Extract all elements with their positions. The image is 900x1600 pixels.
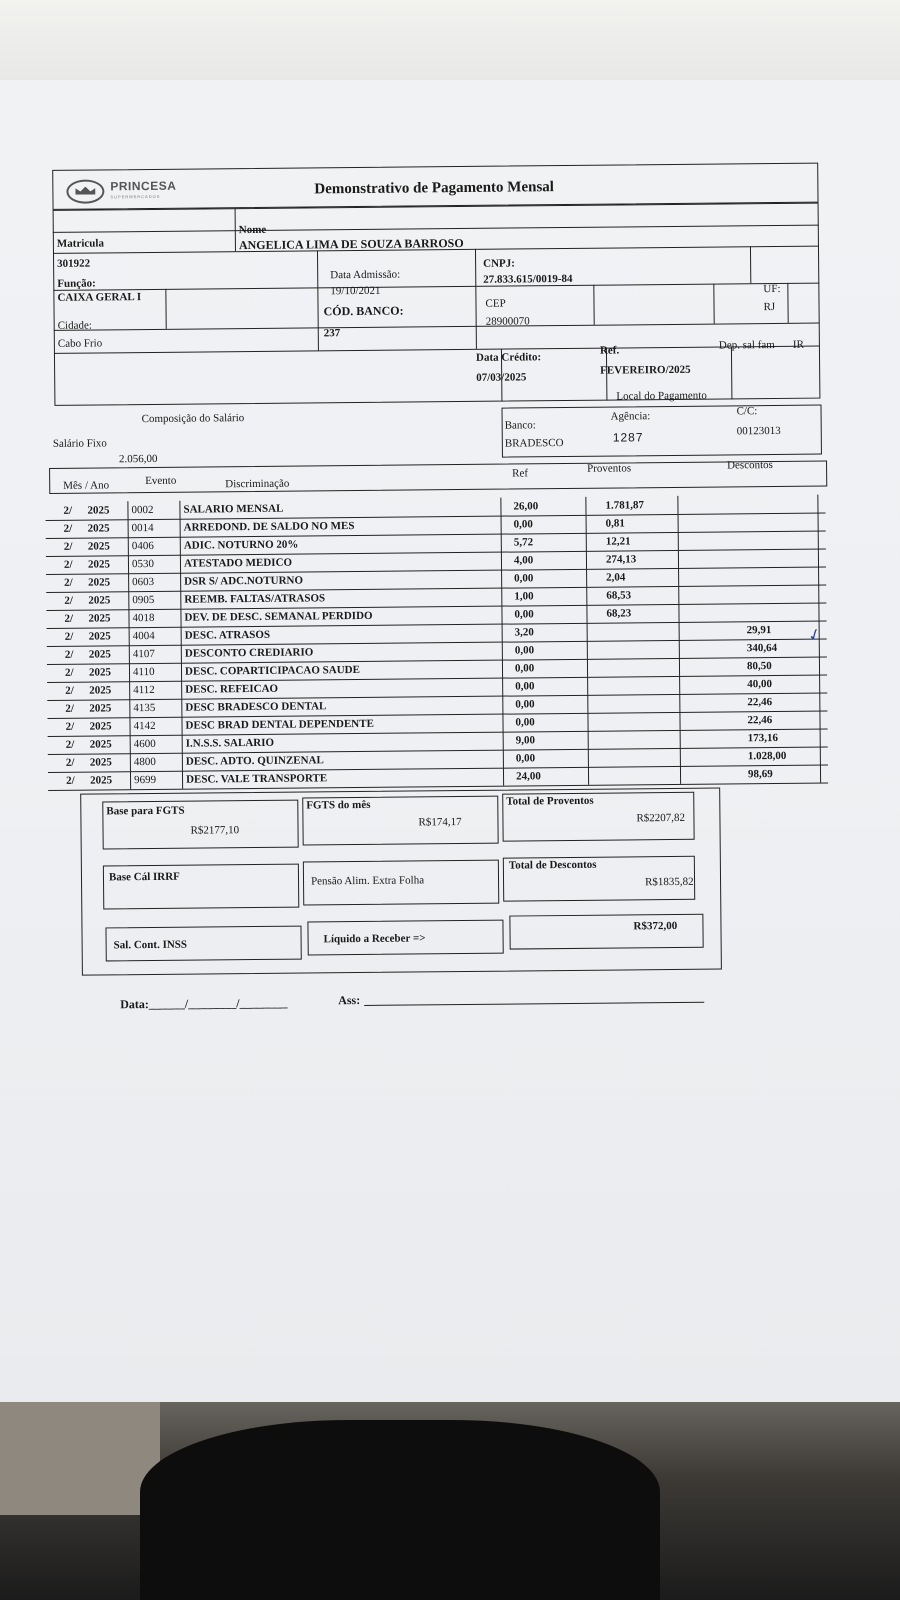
column-divider — [181, 681, 182, 699]
month: 2/ — [65, 702, 74, 715]
column-divider — [503, 750, 504, 768]
column-divider — [503, 732, 504, 750]
year: 2025 — [89, 738, 112, 751]
nome-value: ANGELICA LIMA DE SOUZA BARROSO — [238, 235, 464, 253]
cep-label: CEP — [485, 297, 506, 310]
col-proventos: Proventos — [587, 462, 632, 475]
column-divider — [502, 624, 503, 642]
column-divider — [181, 699, 182, 717]
column-divider — [586, 551, 587, 569]
ref-value: 24,00 — [515, 770, 541, 783]
column-divider — [678, 514, 679, 532]
ir-label: IR — [792, 338, 804, 351]
column-divider — [679, 694, 680, 712]
column-divider — [586, 533, 587, 551]
column-divider — [502, 696, 503, 714]
event-code: 4107 — [132, 647, 155, 661]
col-ref: Ref — [512, 467, 529, 480]
cod-banco-value: 237 — [323, 327, 341, 340]
column-divider — [129, 681, 130, 699]
column-divider — [586, 515, 587, 533]
column-divider — [179, 501, 180, 519]
description: DESC. VALE TRANSPORTE — [185, 772, 328, 786]
checkmark-icon: ✓ — [805, 625, 825, 646]
total-descontos-value: R$1835,82 — [644, 875, 694, 889]
event-code: 4142 — [133, 719, 156, 733]
admissao-label: Data Admissão: — [330, 268, 401, 282]
fgts-mes-value: R$174,17 — [418, 816, 462, 829]
liquido-value: R$372,00 — [633, 919, 678, 933]
column-divider — [500, 498, 501, 516]
company-name: PRINCESA — [110, 178, 177, 194]
cnpj-value: 27.833.615/0019-84 — [483, 272, 573, 286]
description: DSR S/ ADC.NOTURNO — [184, 574, 304, 588]
ref-value: 4,00 — [513, 554, 534, 567]
column-divider — [181, 627, 182, 645]
agencia-value: 1287 — [612, 430, 644, 445]
credito-label: Data Crédito: — [475, 351, 542, 364]
column-divider — [679, 640, 680, 658]
column-divider — [678, 532, 679, 550]
ref-value: 0,00 — [514, 572, 534, 585]
background-object — [140, 1420, 660, 1600]
proventos-value: 2,04 — [606, 571, 626, 584]
total-proventos-value: R$2207,82 — [636, 811, 686, 825]
cidade-label: Cidade: — [57, 319, 92, 332]
column-divider — [128, 609, 129, 627]
event-code: 4018 — [132, 611, 155, 625]
agencia-label: Agência: — [610, 410, 651, 423]
column-divider — [680, 730, 681, 748]
total-descontos-label: Total de Descontos — [508, 858, 597, 872]
column-divider — [587, 659, 588, 677]
ref-value: 0,00 — [515, 680, 535, 693]
column-divider — [501, 534, 502, 552]
ass-label: Ass: — [338, 993, 361, 1008]
descontos-value: 22,46 — [747, 696, 773, 709]
column-divider — [502, 714, 503, 732]
event-code: 0406 — [131, 539, 154, 553]
year: 2025 — [88, 648, 111, 661]
funcao-value: CAIXA GERAL I — [57, 291, 142, 304]
base-fgts-label: Base para FGTS — [106, 804, 185, 818]
proventos-value: 274,13 — [605, 553, 637, 566]
ref-value: 0,00 — [513, 518, 533, 531]
column-divider — [130, 735, 131, 753]
description: ADIC. NOTURNO 20% — [183, 538, 299, 552]
page-title: Demonstrativo de Pagamento Mensal — [314, 179, 555, 198]
ref-value: 26,00 — [513, 500, 539, 513]
column-divider — [180, 537, 181, 555]
salario-fixo-value: 2.056,00 — [118, 452, 158, 466]
description: DESCONTO CREDIARIO — [184, 646, 314, 660]
event-code: 4004 — [132, 629, 155, 643]
ref-value: 0,00 — [514, 644, 535, 657]
liquido-label: Líquido a Receber => — [323, 932, 426, 946]
event-code: 0002 — [131, 503, 154, 517]
column-divider — [128, 537, 129, 555]
column-divider — [130, 753, 131, 771]
year: 2025 — [89, 720, 112, 733]
descontos-value: 340,64 — [746, 641, 778, 655]
ref-value: 0,00 — [515, 716, 535, 729]
description: DESC. REFEICAO — [185, 682, 279, 696]
column-divider — [182, 735, 183, 753]
column-divider — [588, 731, 589, 749]
column-divider — [818, 513, 819, 531]
column-divider — [819, 675, 820, 693]
year: 2025 — [88, 666, 112, 679]
year: 2025 — [89, 774, 113, 787]
descontos-value: 80,50 — [746, 660, 772, 673]
background-floor-light — [0, 1395, 160, 1515]
column-divider — [129, 663, 130, 681]
month: 2/ — [63, 558, 73, 571]
column-divider — [679, 658, 680, 676]
proventos-value: 12,21 — [605, 535, 631, 548]
column-divider — [588, 749, 589, 767]
column-divider — [679, 712, 680, 730]
column-divider — [587, 713, 588, 731]
column-divider — [820, 765, 821, 783]
description: DESC BRADESCO DENTAL — [185, 700, 327, 714]
column-divider — [680, 748, 681, 766]
base-irrf-label: Base Cál IRRF — [108, 870, 180, 884]
column-divider — [181, 663, 182, 681]
column-divider — [680, 766, 681, 784]
year: 2025 — [89, 684, 112, 697]
column-divider — [587, 695, 588, 713]
descontos-value: 173,16 — [747, 731, 778, 745]
column-divider — [180, 555, 181, 573]
column-divider — [501, 570, 502, 588]
month: 2/ — [65, 684, 74, 697]
cep-value: 28900070 — [485, 315, 530, 328]
column-divider — [819, 657, 820, 675]
column-divider — [501, 552, 502, 570]
month: 2/ — [65, 774, 75, 787]
column-divider — [180, 519, 181, 537]
month: 2/ — [64, 630, 74, 643]
column-divider — [501, 516, 502, 534]
column-divider — [818, 549, 819, 567]
descontos-value: 29,91 — [746, 624, 772, 637]
ref-label: Ref. — [599, 344, 620, 357]
funcao-label: Função: — [57, 277, 96, 290]
pensao-label: Pensão Alim. Extra Folha — [310, 874, 425, 888]
composicao-label: Composição do Salário — [141, 412, 245, 426]
event-code: 4135 — [133, 701, 156, 715]
column-divider — [820, 747, 821, 765]
description: DESC. ADTO. QUINZENAL — [185, 754, 324, 768]
column-divider — [501, 606, 502, 624]
month: 2/ — [64, 666, 74, 679]
description: ARREDOND. DE SALDO NO MES — [183, 520, 355, 534]
sal-inss-label: Sal. Cont. INSS — [113, 938, 188, 952]
description: ATESTADO MEDICO — [183, 556, 293, 570]
matricula-label: Matricula — [56, 237, 105, 250]
nome-label: Nome — [238, 223, 267, 237]
descontos-value: 40,00 — [747, 678, 772, 691]
year: 2025 — [88, 576, 111, 589]
column-divider — [501, 588, 502, 606]
ref-value: FEVEREIRO/2025 — [600, 363, 691, 377]
column-divider — [180, 573, 181, 591]
month: 2/ — [65, 756, 75, 769]
month: 2/ — [64, 612, 74, 625]
event-code: 4112 — [133, 683, 155, 697]
column-divider — [129, 699, 130, 717]
company-sub: SUPERMERCADOS — [110, 193, 161, 200]
info-grid — [53, 203, 821, 406]
year: 2025 — [89, 702, 112, 715]
column-divider — [128, 555, 129, 573]
col-discriminacao: Discriminação — [225, 477, 290, 491]
column-divider — [820, 729, 821, 747]
column-divider — [678, 568, 679, 586]
ref-value: 1,00 — [514, 590, 534, 603]
matricula-value: 301922 — [57, 257, 91, 270]
month: 2/ — [64, 576, 73, 589]
ref-value: 0,00 — [514, 662, 535, 675]
event-code: 0603 — [132, 575, 155, 589]
column-divider — [817, 495, 818, 513]
column-divider — [588, 767, 589, 785]
month: 2/ — [64, 648, 74, 661]
cc-label: C/C: — [736, 405, 758, 418]
event-code: 0530 — [131, 557, 155, 571]
description: DESC BRAD DENTAL DEPENDENTE — [185, 717, 374, 732]
local-label: Local do Pagamento — [616, 389, 707, 403]
col-mes: Mês / Ano — [63, 479, 110, 492]
ref-value: 0,00 — [515, 752, 536, 765]
banco-label: Banco: — [504, 419, 536, 432]
column-divider — [587, 641, 588, 659]
description: REEMB. FALTAS/ATRASOS — [184, 592, 326, 606]
column-divider — [127, 501, 128, 519]
background-wall — [0, 0, 900, 90]
cc-value: 00123013 — [736, 424, 781, 438]
year: 2025 — [88, 630, 111, 643]
column-divider — [180, 591, 181, 609]
column-divider — [586, 569, 587, 587]
ref-value: 0,00 — [514, 608, 534, 621]
proventos-value: 68,53 — [606, 589, 632, 602]
year: 2025 — [89, 756, 112, 769]
column-divider — [678, 604, 679, 622]
month: 2/ — [64, 594, 73, 607]
column-divider — [502, 678, 503, 696]
year: 2025 — [88, 612, 111, 625]
column-divider — [678, 550, 679, 568]
description: DEV. DE DESC. SEMANAL PERDIDO — [184, 609, 373, 624]
event-code: 9699 — [133, 773, 157, 787]
column-divider — [502, 660, 503, 678]
dep-label: Dep. sal fam — [718, 338, 775, 352]
cod-banco-label: CÓD. BANCO: — [323, 303, 404, 319]
col-descontos: Descontos — [727, 459, 773, 472]
month: 2/ — [63, 522, 73, 535]
column-divider — [128, 591, 129, 609]
column-divider — [677, 496, 678, 514]
descontos-value: 22,46 — [747, 714, 773, 727]
column-divider — [818, 603, 819, 621]
column-divider — [818, 567, 819, 585]
column-divider — [586, 587, 587, 605]
event-code: 4110 — [132, 665, 155, 679]
column-divider — [585, 497, 586, 515]
year: 2025 — [87, 540, 110, 553]
column-divider — [181, 645, 182, 663]
column-divider — [587, 623, 588, 641]
year: 2025 — [88, 594, 111, 607]
column-divider — [587, 677, 588, 695]
banco-value: BRADESCO — [504, 437, 564, 450]
descontos-value: 98,69 — [747, 768, 773, 781]
data-field: Data:______/________/________ — [120, 995, 288, 1012]
month: 2/ — [65, 738, 75, 751]
month: 2/ — [63, 504, 73, 517]
table-body — [39, 495, 819, 787]
proventos-value: 1.781,87 — [605, 499, 644, 512]
description: DESC. ATRASOS — [184, 628, 271, 642]
column-divider — [129, 627, 130, 645]
column-divider — [679, 622, 680, 640]
month: 2/ — [63, 540, 73, 553]
column-divider — [818, 585, 819, 603]
descontos-value: 1.028,00 — [747, 749, 787, 763]
event-code: 4800 — [133, 755, 156, 769]
column-divider — [678, 586, 679, 604]
column-divider — [586, 605, 587, 623]
payslip — [44, 142, 846, 1012]
uf-value: RJ — [763, 300, 776, 314]
column-divider — [818, 531, 819, 549]
column-divider — [503, 768, 504, 786]
month: 2/ — [65, 720, 75, 733]
column-divider — [130, 771, 131, 789]
cidade-value: Cabo Frio — [57, 337, 103, 350]
ref-value: 5,72 — [513, 536, 534, 549]
column-divider — [180, 609, 181, 627]
column-divider — [181, 717, 182, 735]
ref-value: 9,00 — [515, 734, 535, 747]
salario-fixo-label: Salário Fixo — [52, 437, 107, 450]
ref-value: 3,20 — [514, 626, 534, 639]
proventos-value: 0,81 — [605, 517, 625, 530]
column-divider — [128, 519, 129, 537]
description: DESC. COPARTICIPACAO SAUDE — [184, 663, 360, 678]
column-divider — [182, 753, 183, 771]
credito-value: 07/03/2025 — [476, 371, 527, 384]
year: 2025 — [87, 522, 110, 535]
total-proventos-label: Total de Proventos — [506, 794, 594, 808]
year: 2025 — [87, 504, 110, 517]
fgts-mes-label: FGTS do mês — [306, 798, 371, 812]
column-divider — [129, 645, 130, 663]
admissao-value: 19/10/2021 — [330, 284, 381, 298]
col-evento: Evento — [145, 474, 177, 488]
event-code: 0905 — [132, 593, 155, 607]
description: I.N.S.S. SALARIO — [185, 736, 275, 750]
column-divider — [128, 573, 129, 591]
column-divider — [502, 642, 503, 660]
column-divider — [819, 693, 820, 711]
column-divider — [129, 717, 130, 735]
column-divider — [679, 676, 680, 694]
event-code: 4600 — [133, 737, 156, 751]
description: SALARIO MENSAL — [183, 502, 284, 516]
ref-value: 0,00 — [515, 698, 535, 711]
column-divider — [819, 711, 820, 729]
event-code: 0014 — [131, 521, 154, 535]
uf-label: UF: — [763, 282, 781, 296]
cnpj-label: CNPJ: — [483, 257, 515, 270]
column-divider — [182, 771, 183, 789]
company-logo — [66, 177, 176, 208]
proventos-value: 68,23 — [606, 607, 632, 620]
base-fgts-value: R$2177,10 — [190, 824, 240, 837]
year: 2025 — [87, 558, 111, 571]
